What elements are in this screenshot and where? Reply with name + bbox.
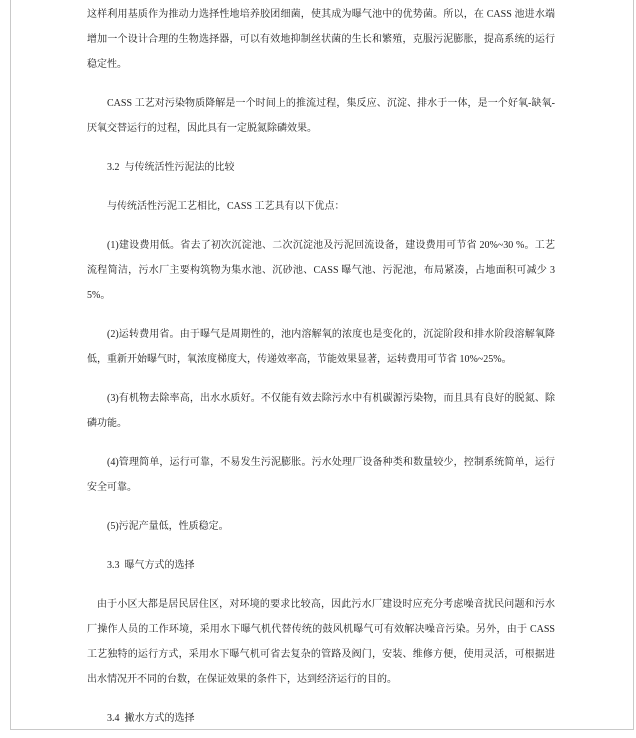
paragraph-advantage-4: (4)管理简单，运行可靠，不易发生污泥膨胀。污水处理厂设备种类和数量较少，控制系统简单，运行安全可靠。 [87,457,555,493]
document-body [11,0,633,731]
paragraph-advantages-intro: 与传统活性污泥工艺相比，CASS 工艺具有以下优点： [107,201,345,212]
paragraph-advantage-5: (5)污泥产量低，性质稳定。 [107,521,229,532]
heading-3-4: 3.4 撇水方式的选择 [107,713,195,724]
paragraph-cass-degradation: CASS 工艺对污染物质降解是一个时间上的推流过程，集反应、沉淀、排水于一体，是一个好氧-缺氧-厌氧交替运行的过程，因此具有一定脱氮除磷效果。 [87,98,555,134]
paragraph-advantage-3: (3)有机物去除率高，出水水质好。不仅能有效去除污水中有机碳源污染物，而且具有良好的脱氮、除磷功能。 [87,393,555,429]
paragraph-bio-selector: 这样利用基质作为推动力选择性地培养胶团细菌，使其成为曝气池中的优势菌。所以，在 CASS 池进水端增加一个设计合理的生物选择器，可以有效地抑制丝状菌的生长和繁殖，克服污泥膨胀，提高系统的运行稳定性。 [87,9,555,70]
paragraph-advantage-2: (2)运转费用省。由于曝气是周期性的，池内溶解氧的浓度也是变化的，沉淀阶段和排水阶段溶解氧降低，重新开始曝气时，氧浓度梯度大，传递效率高，节能效果显著，运转费用可节省 10%~25%。 [87,329,555,365]
heading-3-2: 3.2 与传统活性污泥法的比较 [107,162,235,173]
heading-3-3: 3.3 曝气方式的选择 [107,560,195,571]
document-page [10,0,634,730]
paragraph-aeration-choice: 由于小区大都是居民居住区，对环境的要求比较高，因此污水厂建设时应充分考虑噪音扰民问题和污水厂操作人员的工作环境，采用水下曝气机代替传统的鼓风机曝气可有效解决噪音污染。另外，由于 CASS 工艺独特的运行方式，采用水下曝气机可省去复杂的管路及阀门，安装、维修方便，使用灵活，可根据进出水情况开不同的台数，在保证效果的条件下，达到经济运行的目的。 [87,599,558,685]
paragraph-advantage-1: (1)建设费用低。省去了初次沉淀池、二次沉淀池及污泥回流设备，建设费用可节省 20%~30 %。工艺流程简洁，污水厂主要构筑物为集水池、沉砂池、CASS 曝气池、污泥池，布局紧凑，占地面积可减少 35%。 [87,240,555,301]
